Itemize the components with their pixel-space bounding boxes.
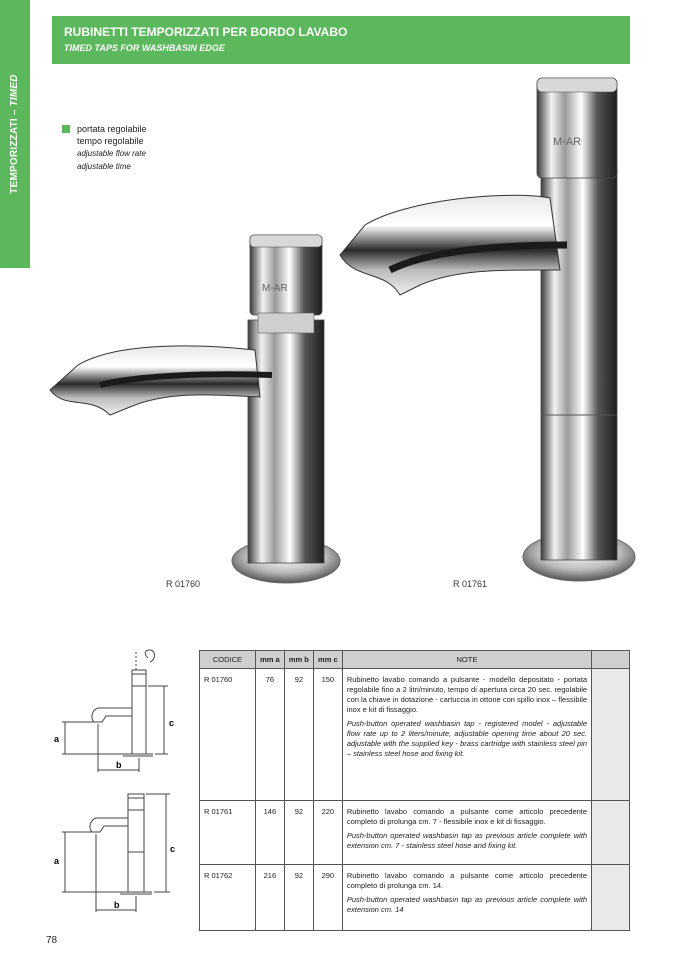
cell-note <box>342 801 591 865</box>
cell-a: 76 <box>255 669 284 801</box>
section-tab <box>0 0 30 268</box>
col-header-code: CODICE <box>200 651 256 669</box>
note-italian: Rubinetto lavabo comando a pulsante - modello depositato - portata regolabile fino a 2 litri/minuto, tempo di apertura circa 20 sec. regolabile con la chiave in dotazione - cartuccia in ottone con spillo inox – flessibile inox e kit di fissaggio. <box>346 675 588 714</box>
cell-note <box>342 865 591 931</box>
cell-b: 92 <box>284 669 313 801</box>
col-header-b: mm b <box>284 651 313 669</box>
page-number: 78 <box>46 935 58 946</box>
cell-a: 216 <box>255 865 284 931</box>
feature-time-en: adjustable time <box>77 162 131 171</box>
dim-b-label: b <box>116 760 122 770</box>
table-row <box>200 801 630 865</box>
cell-blank <box>592 801 630 865</box>
section-tab-label: TEMPORIZZATI – TIMED <box>9 74 20 194</box>
col-header-blank <box>592 651 630 669</box>
feature-flow-en: adjustable flow rate <box>77 149 146 158</box>
product-code-small: R 01760 <box>166 579 201 589</box>
cell-blank <box>592 865 630 931</box>
tap-photo-tall <box>335 70 645 590</box>
table-row <box>200 669 630 801</box>
technical-drawing-short <box>48 648 188 778</box>
page-header <box>52 16 630 64</box>
page-subtitle: TIMED TAPS FOR WASHBASIN EDGE <box>64 43 225 53</box>
dim-b-label: b <box>114 900 120 910</box>
cell-b: 92 <box>284 801 313 865</box>
brand-logo-small: M-AR <box>262 283 288 294</box>
cell-c: 290 <box>313 865 342 931</box>
spec-table <box>199 650 630 931</box>
cell-c: 150 <box>313 669 342 801</box>
cell-code: R 01760 <box>200 669 256 801</box>
cell-a: 146 <box>255 801 284 865</box>
col-header-note: NOTE <box>342 651 591 669</box>
technical-drawing-tall <box>48 788 188 918</box>
page-title: RUBINETTI TEMPORIZZATI PER BORDO LAVABO <box>64 25 348 39</box>
note-italian: Rubinetto lavabo comando a pulsante come articolo precedente completo di prolunga cm. 14. <box>346 871 588 890</box>
dim-c-label: c <box>169 718 175 728</box>
table-row <box>200 865 630 931</box>
tap-photo-small <box>40 225 350 595</box>
note-italian: Rubinetto lavabo comando a pulsante come articolo precedente completo di prolunga cm. 7 - flessibile inox e kit di fissaggio. <box>346 807 588 826</box>
feature-flow-it: portata regolabile <box>77 124 147 134</box>
dim-a-label: a <box>54 856 60 866</box>
product-code-tall: R 01761 <box>453 579 488 589</box>
feature-time-it: tempo regolabile <box>77 136 144 146</box>
cell-code: R 01761 <box>200 801 256 865</box>
table-header-row <box>200 651 630 669</box>
note-english: Push-button operated washbasin tap as previous article complete with extension cm. 14 <box>346 895 588 914</box>
col-header-c: mm c <box>313 651 342 669</box>
cell-c: 220 <box>313 801 342 865</box>
cell-blank <box>592 669 630 801</box>
cell-note <box>342 669 591 801</box>
brand-logo-tall: M-AR <box>553 136 582 148</box>
note-english: Push-button operated washbasin tap - registered model - adjustable flow rate up to 2 liters/minute, adjustable opening time about 20 sec. adjustable with the supplied key - brass cartridge with stainless steel pin – stainless steel hose and fixing kit. <box>346 719 588 758</box>
feature-bullet <box>62 125 70 133</box>
col-header-a: mm a <box>255 651 284 669</box>
dim-a-label: a <box>54 734 60 744</box>
dim-c-label: c <box>170 844 176 854</box>
note-english: Push-button operated washbasin tap as previous article complete with extension cm. 7 - stainless steel hose and fixing kit. <box>346 831 588 850</box>
cell-b: 92 <box>284 865 313 931</box>
cell-code: R 01762 <box>200 865 256 931</box>
